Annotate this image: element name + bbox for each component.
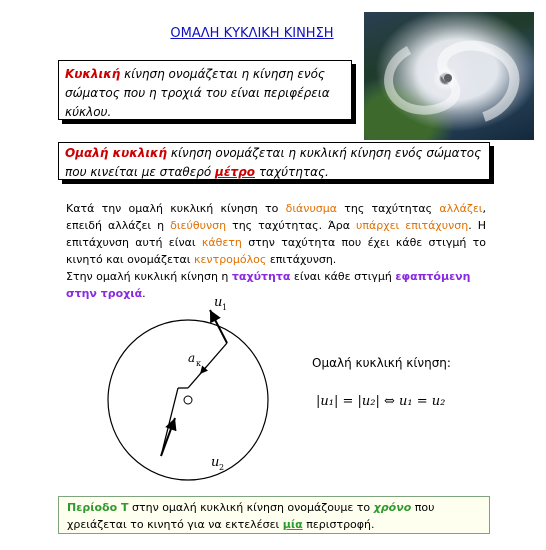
circular-motion-diagram xyxy=(90,290,290,494)
accel-label: a xyxy=(188,351,196,365)
u1-subscript: 1 xyxy=(222,303,228,312)
uniform-motion-label: Ομαλή κυκλική κίνηση: xyxy=(312,356,451,370)
u2-label: u xyxy=(211,455,220,470)
word-perpendicular: κάθετη xyxy=(201,236,242,249)
term-one: μία xyxy=(282,518,303,531)
definition-uniform-circular-motion xyxy=(58,142,490,180)
period-text: περιστροφή. xyxy=(302,518,375,531)
para-text: Στην ομαλή κυκλική κίνηση η xyxy=(66,270,232,283)
para-text: , επειδή αλλάζει η xyxy=(66,202,486,232)
term-magnitude: μέτρο xyxy=(215,165,256,179)
term-circular: Κυκλική xyxy=(65,67,121,81)
hurricane-satellite-image xyxy=(364,12,534,140)
def2-text1: κίνηση ονομάζεται η κυκλική κίνηση ενός σώματος που κινείται με σταθερό xyxy=(65,146,482,179)
para-text: . xyxy=(142,287,146,300)
accel-subscript: κ xyxy=(196,359,201,368)
para-text: Κατά την ομαλή κυκλική κίνηση το xyxy=(66,202,286,215)
word-velocity: ταχύτητα xyxy=(231,270,291,283)
diagram-svg xyxy=(90,290,290,490)
velocity-formula: |u₁| = |u₂| ⇔ u₁ = u₂ xyxy=(316,394,446,409)
para-text: της ταχύτητας xyxy=(337,202,440,215)
radius-lower xyxy=(161,388,178,456)
u2-subscript: 2 xyxy=(219,463,225,472)
velocity-u2-arrow xyxy=(161,418,175,456)
period-text: που χρειάζεται το κινητό για να εκτελέσει xyxy=(67,501,435,531)
word-acceleration-exists: υπάρχει επιτάχυνση xyxy=(356,219,469,232)
word-changes: αλλάζει xyxy=(439,202,483,215)
accel-arrow xyxy=(200,367,206,374)
term-uniform-circular: Ομαλή κυκλική xyxy=(65,146,168,160)
term-time: χρόνο xyxy=(373,501,412,514)
term-period: Περίοδο Τ xyxy=(67,501,129,514)
def2-text2: ταχύτητας. xyxy=(255,165,329,179)
definition-circular-motion xyxy=(58,60,352,120)
para-text: στην ταχύτητα που έχει κάθε στιγμή το κινητό και ονομάζεται xyxy=(66,236,486,266)
word-vector: διάνυσμα xyxy=(285,202,338,215)
def1-text: κίνηση ονομάζεται η κίνηση ενός σώματος που η τροχιά του είναι περιφέρεια κύκλου. xyxy=(65,67,330,119)
para-text: επιτάχυνση. xyxy=(266,253,337,266)
para-text: της ταχύτητας. Άρα xyxy=(226,219,356,232)
para-text: είναι κάθε στιγμή xyxy=(290,270,396,283)
word-direction: διεύθυνση xyxy=(170,219,227,232)
velocity-u1-arrow xyxy=(210,310,227,343)
explanation-paragraph xyxy=(66,200,486,302)
centripetal-accel-upper xyxy=(188,343,227,388)
para-text: . Η επιτάχυνση αυτή είναι xyxy=(66,219,486,249)
trajectory-circle xyxy=(108,320,268,480)
hurricane-swirl xyxy=(364,12,534,140)
word-tangent: εφαπτόμενη στην τροχιά xyxy=(66,270,471,300)
circle-center xyxy=(184,396,192,404)
period-definition-box xyxy=(58,496,490,534)
page-title: ΟΜΑΛΗ ΚΥΚΛΙΚΗ ΚΙΝΗΣΗ xyxy=(170,26,334,41)
period-text: στην ομαλή κυκλική κίνηση ονομάζουμε το xyxy=(128,501,374,514)
u1-label: u xyxy=(214,295,223,310)
word-centripetal: κεντρομόλος xyxy=(194,253,267,266)
